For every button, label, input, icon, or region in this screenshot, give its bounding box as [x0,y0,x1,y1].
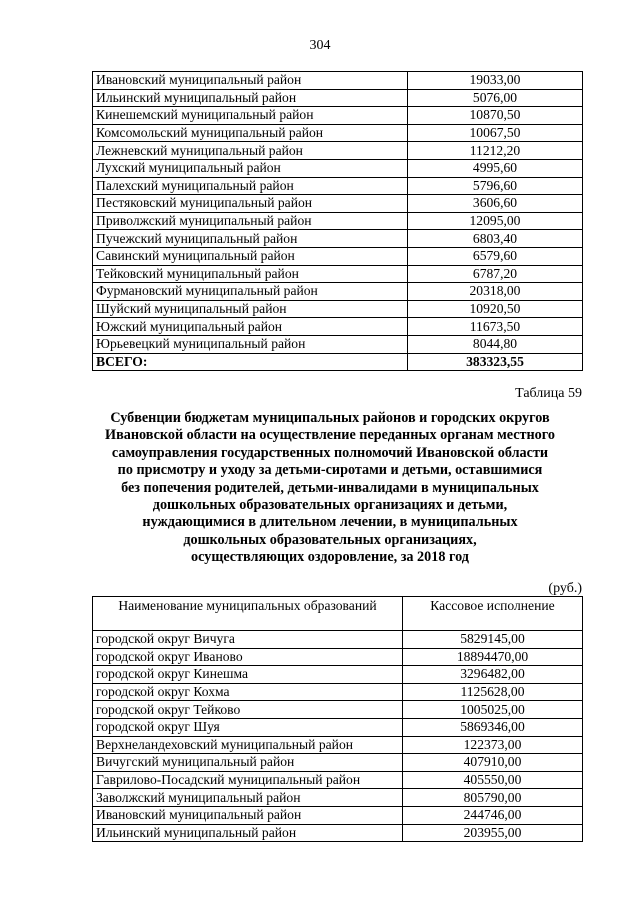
municipality-name: Палехский муниципальный район [93,177,408,195]
municipality-name: городской округ Шуя [93,718,403,736]
table-row [93,230,583,248]
municipality-name: Шуйский муниципальный район [93,300,408,318]
municipality-name: городской округ Иваново [93,648,403,666]
amount-value: 1125628,00 [403,683,583,701]
amount-value: 11212,20 [408,142,583,160]
amount-value: 405550,00 [403,771,583,789]
amount-value: 5869346,00 [403,718,583,736]
table-row [93,824,583,842]
amount-value: 4995,60 [408,159,583,177]
table-row [93,318,583,336]
table-row [93,212,583,230]
table-heading [80,410,580,567]
page-number: 304 [309,38,331,53]
table-row [93,89,583,107]
amount-value: 6579,60 [408,247,583,265]
table-body [93,72,583,354]
amount-value: 5829145,00 [403,631,583,649]
municipality-name: Вичугский муниципальный район [93,754,403,772]
amount-value: 5076,00 [408,89,583,107]
amount-value: 12095,00 [408,212,583,230]
heading-line: дошкольных образовательных организациях и детьми, [152,497,508,514]
table-number-label: Таблица 59 [515,386,582,401]
table-row [93,335,583,353]
amount-value: 203955,00 [403,824,583,842]
municipality-name: городской округ Тейково [93,701,403,719]
table-row [93,736,583,754]
amount-value: 11673,50 [408,318,583,336]
municipality-name: Ивановский муниципальный район [93,72,408,90]
heading-line: самоуправления государственных полномочий Ивановской области [111,444,549,461]
amount-value: 10920,50 [408,300,583,318]
table-row [93,107,583,125]
amount-value: 5796,60 [408,177,583,195]
municipality-name: Ильинский муниципальный район [93,824,403,842]
municipality-name: Фурмановский муниципальный район [93,283,408,301]
table-body [93,631,583,842]
heading-line: нуждающимися в длительном лечении, в муниципальных [142,514,518,531]
table-row [93,631,583,649]
municipality-name: Кинешемский муниципальный район [93,107,408,125]
municipality-name: Савинский муниципальный район [93,247,408,265]
table-row [93,666,583,684]
municipality-name: Комсомольский муниципальный район [93,124,408,142]
table-row [93,754,583,772]
table-row [93,247,583,265]
amount-value: 8044,80 [408,335,583,353]
amount-value: 244746,00 [403,806,583,824]
amount-value: 407910,00 [403,754,583,772]
table-row [93,142,583,160]
heading-line: Ивановской области на осуществление переданных органам местного [105,427,555,444]
table-row [93,701,583,719]
municipality-name: городской округ Вичуга [93,631,403,649]
table-row [93,283,583,301]
table-row [93,771,583,789]
amount-value: 3296482,00 [403,666,583,684]
total-row [93,353,583,371]
amount-value: 10067,50 [408,124,583,142]
heading-line: дошкольных образовательных организациях, [183,531,477,548]
municipality-name: Юрьевецкий муниципальный район [93,335,408,353]
municipality-name: Ивановский муниципальный район [93,806,403,824]
amount-value: 805790,00 [403,789,583,807]
heading-line: по присмотру и уходу за детьми-сиротами и детьми, оставшимися [117,462,543,479]
heading-line: осуществляющих оздоровление, за 2018 год [191,549,469,566]
table-row [93,265,583,283]
column-header-execution: Кассовое исполнение [403,597,583,631]
heading-line: Субвенции бюджетам муниципальных районов и городских округов [110,410,550,426]
municipality-name: городской округ Кинешма [93,666,403,684]
amount-value: 6787,20 [408,265,583,283]
table-row [93,195,583,213]
total-value: 383323,55 [408,353,583,371]
amount-value: 18894470,00 [403,648,583,666]
municipality-name: Приволжский муниципальный район [93,212,408,230]
amount-value: 20318,00 [408,283,583,301]
column-header-name: Наименование муниципальных образований [93,597,403,631]
municipality-name: Верхнеландеховский муниципальный район [93,736,403,754]
municipality-name: Южский муниципальный район [93,318,408,336]
amount-value: 10870,50 [408,107,583,125]
amount-value: 122373,00 [403,736,583,754]
table-header-row [93,597,583,631]
amount-value: 6803,40 [408,230,583,248]
municipality-name: Гаврилово-Посадский муниципальный район [93,771,403,789]
municipality-name: Лухский муниципальный район [93,159,408,177]
municipality-name: Пестяковский муниципальный район [93,195,408,213]
amount-value: 1005025,00 [403,701,583,719]
total-label: ВСЕГО: [93,353,408,371]
unit-label: (руб.) [548,581,582,596]
amount-value: 19033,00 [408,72,583,90]
table-row [93,648,583,666]
table-row [93,789,583,807]
table-row [93,124,583,142]
municipality-name: городской округ Кохма [93,683,403,701]
table-row [93,806,583,824]
heading-line: без попечения родителей, детьми-инвалидами в муниципальных [121,479,539,496]
subvention-table [92,596,583,842]
table-row [93,159,583,177]
table-row [93,718,583,736]
table-row [93,683,583,701]
subsidy-table-continued [92,71,583,371]
table-row [93,177,583,195]
municipality-name: Пучежский муниципальный район [93,230,408,248]
municipality-name: Лежневский муниципальный район [93,142,408,160]
table-row [93,300,583,318]
municipality-name: Ильинский муниципальный район [93,89,408,107]
table-row [93,72,583,90]
amount-value: 3606,60 [408,195,583,213]
municipality-name: Заволжский муниципальный район [93,789,403,807]
municipality-name: Тейковский муниципальный район [93,265,408,283]
